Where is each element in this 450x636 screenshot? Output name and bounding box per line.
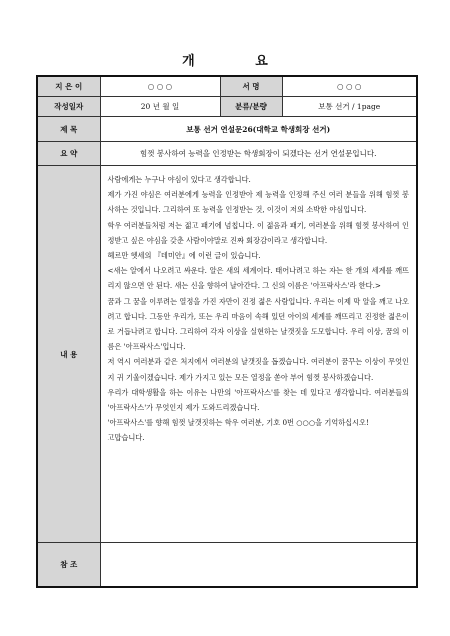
date-value: 20 년 월 일	[100, 97, 220, 117]
content-paragraph: 저 역시 여러분과 같은 처지에서 여러분의 날갯짓을 돕겠습니다. 여러분이 꿈꾸는 이상이 무엇인지 귀 기울이겠습니다. 제가 가지고 있는 모든 열정을 쏟아 부어 힘껏 봉사하겠습니다.	[107, 357, 409, 382]
category-label: 분류/분량	[220, 97, 282, 117]
content-label: 내 용	[37, 166, 100, 543]
reference-label: 참 조	[37, 543, 100, 588]
signature-value: ○ ○ ○	[282, 76, 417, 97]
content-paragraph: 사람에게는 누구나 야심이 있다고 생각합니다.	[107, 175, 251, 184]
overview-form	[36, 75, 418, 588]
content-paragraph: 우리가 대학생활을 하는 이유는 나만의 '아프락사스'를 찾는 데 있다고 생각합니다. 여러분들의 '아프락사스'가 무엇인지 제가 도와드리겠습니다.	[107, 387, 409, 413]
content-paragraph: 헤르만 헷세의 『데미안』에 이런 글이 있습니다.	[107, 251, 261, 261]
content-paragraph: <새는 알에서 나오려고 싸운다. 알은 새의 세계이다. 태어나려고 하는 자는 한 개의 세계를 깨뜨리지 않으면 안 된다. 새는 신을 향하여 날아간다. 그 신의 이름은 '아프락사스'라 한다.>	[107, 266, 409, 291]
content-paragraph: 제가 가진 야심은 여러분에게 능력을 인정받아 제 능력을 인정해 주신 여러 분들을 위해 힘껏 봉사하는 것입니다. 그리하여 또 능력을 인정받는 것, 이것이 저의 소박한 야심입니다.	[107, 190, 409, 215]
author-value: ○ ○ ○	[100, 76, 220, 97]
category-value: 보통 선거 / 1page	[282, 97, 417, 117]
signature-label: 서 명	[220, 76, 282, 97]
content-paragraph: '아프락사스'를 향해 힘껏 날갯짓하는 학우 여러분, 기호 0번 ○○○을 기억하십시오!	[107, 418, 369, 428]
subject-label: 제 목	[37, 117, 100, 142]
summary-label: 요 약	[37, 142, 100, 166]
reference-value	[100, 543, 417, 588]
summary-value: 힘껏 봉사하여 능력을 인정받는 학생회장이 되겠다는 선거 연설문입니다.	[100, 142, 417, 166]
content-paragraph: 고맙습니다.	[107, 433, 145, 443]
content-paragraph: 학우 여러분들처럼 저는 젊고 패기에 넘칩니다. 이 젊음과 패기, 여러분을 위해 힘껏 봉사하여 인정받고 싶은 야심을 갖춘 사람이야말로 진짜 회장감이라고 생각합니다.	[107, 220, 409, 245]
date-label: 작성일자	[37, 97, 100, 117]
subject-value: 보통 선거 연설문26(대학교 학생회장 선거)	[100, 117, 417, 142]
author-label: 지 은 이	[37, 76, 100, 97]
document-title: 개 요	[182, 54, 296, 69]
content-body	[100, 166, 417, 543]
content-paragraph: 꿈과 그 꿈을 이루려는 열정을 가진 자만이 진정 젊은 사람입니다. 우리는 이제 막 알을 깨고 나오려고 합니다. 그동안 우리가, 또는 우리 마음이 속해 있던 아이의 세계를 깨뜨리고 진정한 젊은이로 거듭나려고 합니다. 그리하여 각자 이상을 실현하는 날갯짓을 도모합니다. 우리 이상, 꿈의 이름은 '아프락사스'입니다.	[107, 296, 409, 352]
